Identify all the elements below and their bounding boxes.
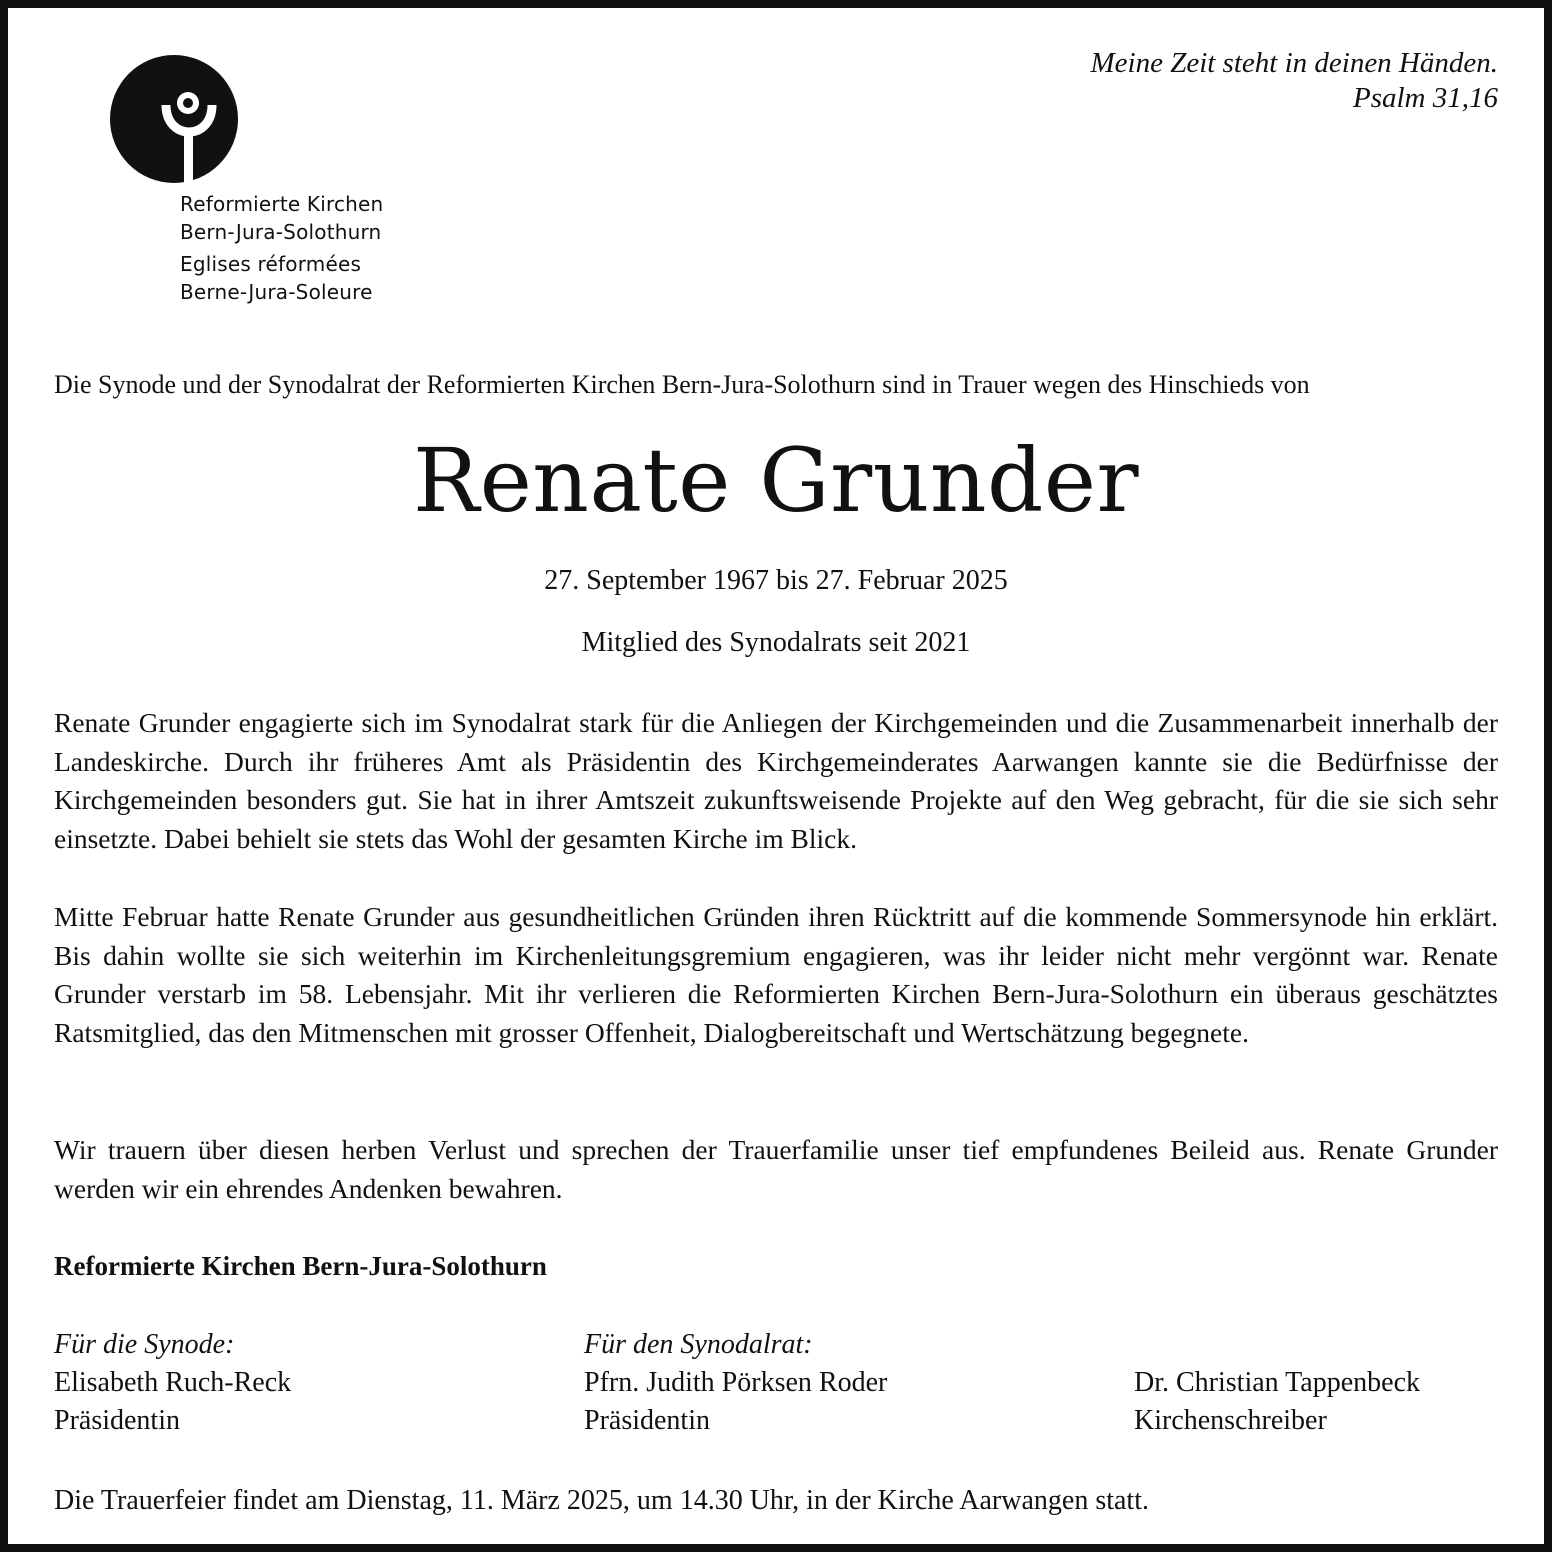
signatory-label: Für den Synodalrat:	[584, 1329, 813, 1360]
signatory-role: Präsidentin	[584, 1405, 710, 1436]
church-emblem-icon	[108, 53, 240, 185]
body-paragraph: Mitte Februar hatte Renate Grunder aus gesundheitlichen Gründen ihren Rücktritt auf die kommende Sommersynode hin erklärt. Bis dahin wollte sie sich weiterhin im Kirchenleitungsgremium engagieren, was ihr leider nicht mehr vergönnt war. Renate Grunder verstarb im 58. Lebensjahr. Mit ihr verlieren die Reformierten Kirchen Bern-Jura-Solothurn ein überaus geschätztes Ratsmitglied, das den Mitmenschen mit grosser Offenheit, Dialogbereitschaft und Wertschätzung begegnete.	[54, 901, 1498, 1048]
quote-text: Meine Zeit steht in deinen Händen.	[1090, 47, 1498, 79]
life-dates: 27. September 1967 bis 27. Februar 2025	[544, 565, 1008, 596]
deceased-name: Renate Grunder	[412, 429, 1140, 532]
signatory-label: Für die Synode:	[54, 1329, 235, 1360]
quote-reference: Psalm 31,16	[1353, 82, 1498, 114]
logo-line: Bern-Jura-Solothurn	[180, 220, 382, 244]
signatory-role: Präsidentin	[54, 1405, 180, 1436]
signatory-block	[1134, 1326, 1420, 1440]
signatory-block	[54, 1326, 291, 1440]
signatory-role: Kirchenschreiber	[1134, 1405, 1327, 1436]
logo-line: Berne-Jura-Soleure	[180, 280, 373, 304]
intro-text: Die Synode und der Synodalrat der Reformierten Kirchen Bern-Jura-Solothurn sind in Trauer wegen des Hinschieds von	[54, 370, 1310, 399]
signatory-name: Elisabeth Ruch-Reck	[54, 1367, 292, 1398]
logo-line: Eglises réformées	[180, 252, 362, 276]
funeral-notice: Die Trauerfeier findet am Dienstag, 11. März 2025, um 14.30 Uhr, in der Kirche Aarwangen statt.	[54, 1485, 1149, 1516]
signatory-name: Dr. Christian Tappenbeck	[1134, 1367, 1421, 1398]
signatory-block	[584, 1326, 887, 1440]
logo-wordmark	[180, 190, 383, 306]
church-logo	[108, 53, 468, 323]
scripture-quote	[1090, 46, 1498, 116]
logo-line: Reformierte Kirchen	[180, 192, 384, 216]
body-paragraph: Wir trauern über diesen herben Verlust und sprechen der Trauerfamilie unser tief empfundenes Beileid aus. Renate Grunder werden wir ein ehrendes Andenken bewahren.	[54, 1134, 1498, 1204]
membership-note: Mitglied des Synodalrats seit 2021	[581, 627, 971, 658]
signatory-spacer	[1134, 1326, 1420, 1364]
body-paragraph: Renate Grunder engagierte sich im Synodalrat stark für die Anliegen der Kirchgemeinden und die Zusammenarbeit innerhalb der Landeskirche. Durch ihr früheres Amt als Präsidentin des Kirchgemeinderates Aarwangen kannte sie die Bedürfnisse der Kirchgemeinden besonders gut. Sie hat in ihrer Amtszeit zukunftsweisende Projekte auf den Weg gebracht, für die sie sich sehr einsetzte. Dabei behielt sie stets das Wohl der gesamten Kirche im Blick.	[54, 707, 1498, 854]
organization-name: Reformierte Kirchen Bern-Jura-Solothurn	[54, 1251, 547, 1281]
signatory-name: Pfrn. Judith Pörksen Roder	[584, 1367, 888, 1398]
